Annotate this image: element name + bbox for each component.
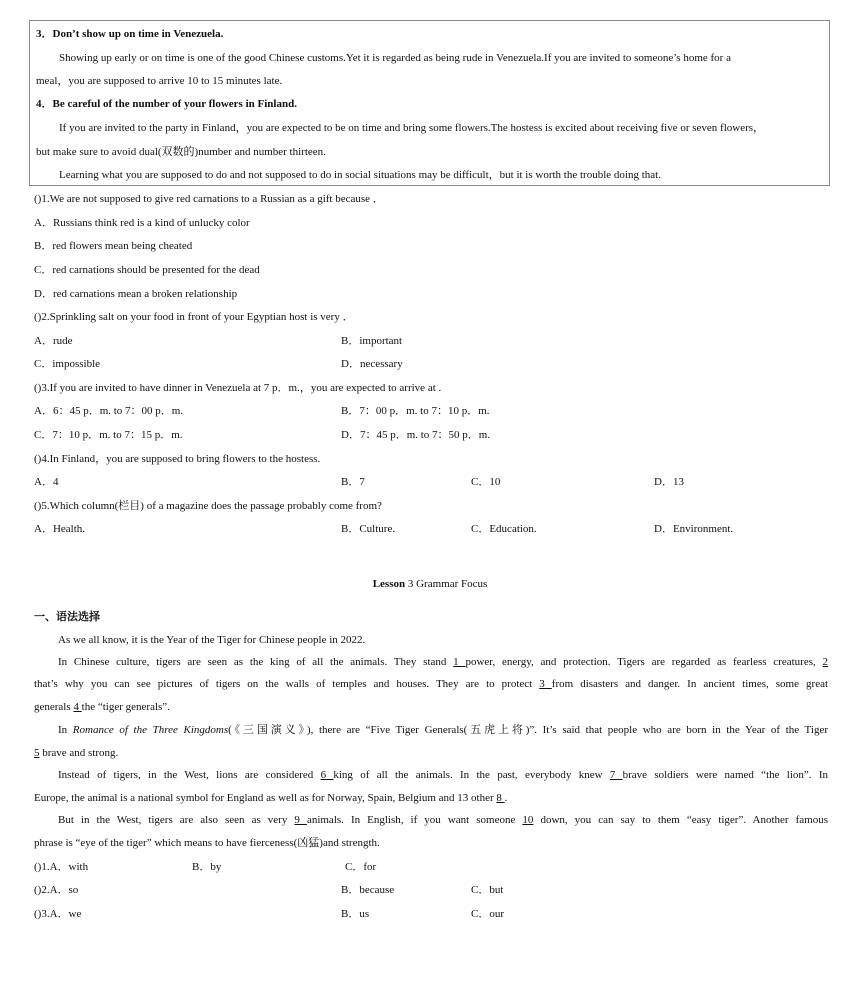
q4-option-a: A．4 xyxy=(34,476,59,488)
blank-7: 7 xyxy=(609,769,623,781)
book-title: Romance of the Three Kingdoms xyxy=(72,724,229,736)
grammar-q2-option-b: B．because xyxy=(341,884,395,896)
q2-option-c: C．impossible xyxy=(34,358,101,370)
p3-title: 3．Don’t show up on time in Venezuela. xyxy=(36,28,224,40)
p4-line-1: If you are invited to the party in Finland，you are expected to be on time and bring some flowers.The hostess is excited about receiving five or seven flowers， xyxy=(59,122,765,134)
q5-option-c: C．Education. xyxy=(471,523,537,535)
text-span: that’s why you can see pictures of tigers on the walls of temples and houses. They are to protect xyxy=(34,678,540,690)
q1-option-b: B．red flowers mean being cheated xyxy=(34,240,193,252)
grammar-q3-option-c: C．our xyxy=(471,908,504,920)
blank-1: 1 xyxy=(453,656,466,668)
p4-line-2: but make sure to avoid dual(双数的)number and number thirteen. xyxy=(36,146,326,158)
lesson-heading xyxy=(0,577,860,591)
lesson-label: Lesson xyxy=(372,578,406,590)
grammar-q1-option-a: ()1.A．with xyxy=(34,861,89,873)
grammar-q1-option-c: C．for xyxy=(345,861,377,873)
text-span: In Chinese culture, tigers are seen as the king of all the animals. They stand xyxy=(58,656,454,668)
q4-option-d: D．13 xyxy=(654,476,684,488)
p5-line-1: Learning what you are supposed to do and not supposed to do in social situations may be difficult，but it is worth the trouble doing that. xyxy=(59,169,661,181)
grammar-q1-option-b: B．by xyxy=(192,861,222,873)
grammar-q3-option-b: B．us xyxy=(341,908,370,920)
q5-option-d: D．Environment. xyxy=(654,523,734,535)
q2-option-a: A．rude xyxy=(34,335,73,347)
p3-line-1: Showing up early or on time is one of the good Chinese customs.Yet it is regarded as being rude in Venezuela.If you are invited to someone’s home for a xyxy=(59,52,731,64)
q3-option-a: A．6：45 p．m. to 7：00 p．m. xyxy=(34,405,184,417)
grammar-q2-option-a: ()2.A．so xyxy=(34,884,79,896)
text-span: the “tiger generals”. xyxy=(81,701,170,713)
blank-4: 4 xyxy=(73,701,82,713)
text-span: Europe, the animal is a national symbol for England as well as for Norway, Spain, Belgium and 13 other xyxy=(34,792,497,804)
text-span: power, energy, and protection. Tigers are regarded as fearless creatures, xyxy=(465,656,823,668)
question-1: ()1.We are not supposed to give red carnations to a Russian as a gift because ． xyxy=(34,193,384,205)
text-span: from disasters and danger. In ancient times, some great xyxy=(551,678,829,690)
text-span: In xyxy=(58,724,73,736)
question-5: ()5.Which column(栏目) of a magazine does the passage probably come from? xyxy=(34,500,382,512)
grammar-line-8 xyxy=(34,791,507,805)
text-span: brave soldiers were named “the lion”. In xyxy=(622,769,829,781)
text-span: king of all the animals. In the past, everybody knew xyxy=(333,769,610,781)
grammar-q3-option-a: ()3.A．we xyxy=(34,908,82,920)
text-span: animals. In English, if you want someone xyxy=(306,814,523,826)
passage-box xyxy=(29,20,830,186)
q1-option-c: C．red carnations should be presented for the dead xyxy=(34,264,260,276)
grammar-line-1: As we all know, it is the Year of the Tiger for Chinese people in 2022. xyxy=(58,634,366,646)
blank-6: 6 xyxy=(320,769,334,781)
question-4: ()4.In Finland，you are supposed to bring flowers to the hostess. xyxy=(34,453,321,465)
grammar-line-2 xyxy=(58,655,828,669)
grammar-line-3 xyxy=(34,677,828,691)
text-span: down, you can say to them “easy tiger”. Another famous xyxy=(533,814,829,826)
p3-line-2: meal，you are supposed to arrive 10 to 15 minutes late. xyxy=(36,75,283,87)
q2-option-d: D．necessary xyxy=(341,358,403,370)
grammar-line-10: phrase is “eye of the tiger” which means to have fierceness(凶猛)and strength. xyxy=(34,837,380,849)
q3-option-c: C．7：10 p．m. to 7：15 p．m. xyxy=(34,429,183,441)
blank-3: 3 xyxy=(539,678,552,690)
text-span: generals xyxy=(34,701,74,713)
p4-title: 4．Be careful of the number of your flowers in Finland. xyxy=(36,98,297,110)
grammar-q2-option-c: C．but xyxy=(471,884,504,896)
lesson-subtitle: 3 Grammar Focus xyxy=(405,578,488,590)
text-span: brave and strong. xyxy=(39,747,119,759)
text-span: (《三国演义》), there are “Five Tiger Generals(五虎上将)”. It’s said that people who are born in the Year of the Tiger xyxy=(228,724,828,736)
grammar-line-9 xyxy=(58,813,828,827)
q5-option-b: B．Culture. xyxy=(341,523,396,535)
question-2: ()2.Sprinkling salt on your food in front of your Egyptian host is very ． xyxy=(34,311,354,323)
text-span: But in the West, tigers are also seen as very xyxy=(58,814,295,826)
blank-5: 5 xyxy=(34,747,40,759)
blank-2: 2 xyxy=(822,656,829,668)
section-heading: 一、语法选择 xyxy=(34,610,100,623)
text-span: Instead of tigers, in the West, lions are considered xyxy=(58,769,321,781)
blank-10: 10 xyxy=(522,814,534,826)
q3-option-b: B．7：00 p．m. to 7：10 p．m. xyxy=(341,405,490,417)
grammar-line-4 xyxy=(34,700,170,714)
grammar-line-5 xyxy=(58,723,828,737)
q3-option-d: D．7：45 p．m. to 7：50 p．m. xyxy=(341,429,491,441)
grammar-line-7 xyxy=(58,768,828,782)
question-3: ()3.If you are invited to have dinner in Venezuela at 7 p．m.，you are expected to arrive at . xyxy=(34,382,442,394)
grammar-line-6 xyxy=(34,746,118,760)
blank-8: 8 xyxy=(496,792,505,804)
q1-option-a: A．Russians think red is a kind of unlucky color xyxy=(34,217,250,229)
q4-option-c: C．10 xyxy=(471,476,501,488)
q4-option-b: B．7 xyxy=(341,476,365,488)
q5-option-a: A．Health. xyxy=(34,523,86,535)
q2-option-b: B．important xyxy=(341,335,403,347)
blank-9: 9 xyxy=(294,814,307,826)
text-span: . xyxy=(504,792,508,804)
q1-option-d: D．red carnations mean a broken relationship xyxy=(34,288,238,300)
